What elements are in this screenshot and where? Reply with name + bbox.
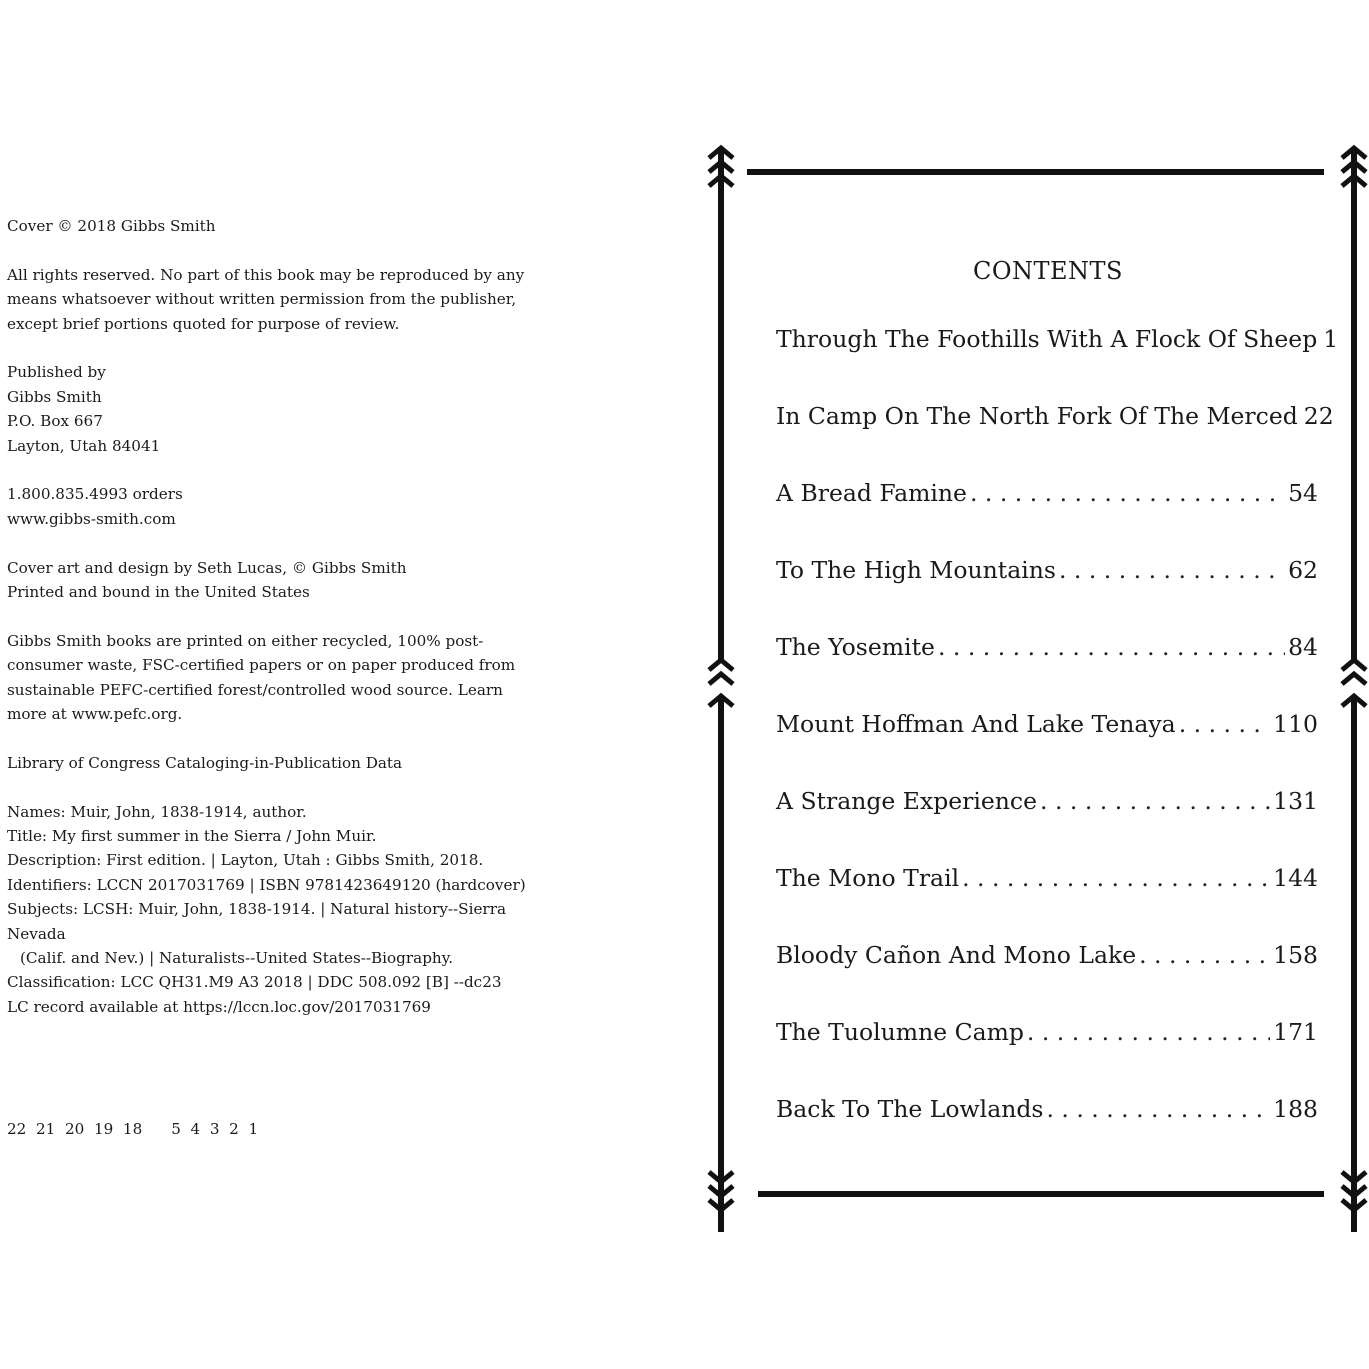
copyright-line: sustainable PEFC-certified forest/controlled wood source. Learn	[7, 680, 503, 699]
copyright-line: Published by	[7, 363, 106, 382]
copyright-line: Names: Muir, John, 1838-1914, author.	[7, 802, 307, 821]
toc-chapter-title: To The High Mountains	[776, 556, 1056, 584]
copyright-line: Title: My first summer in the Sierra / John Muir.	[7, 827, 377, 846]
copyright-line: LC record available at https://lccn.loc.gov/2017031769	[7, 997, 431, 1016]
toc-chapter-title: Through The Foothills With A Flock Of Sheep	[776, 325, 1318, 353]
copyright-page	[7, 214, 547, 1044]
toc-dot-leader	[962, 862, 1270, 894]
toc-page-number: 1	[1323, 325, 1339, 353]
toc-page-number: 171	[1273, 1018, 1318, 1046]
toc-chapter-title: Bloody Cañon And Mono Lake	[776, 941, 1137, 969]
toc-page-number: 158	[1273, 941, 1318, 969]
toc-entry	[776, 631, 1318, 663]
copyright-line: Gibbs Smith books are printed on either recycled, 100% post-	[7, 631, 484, 650]
toc-dot-leader	[938, 631, 1285, 663]
toc-dot-leader	[1139, 939, 1270, 971]
copyright-line: 1.800.835.4993 orders	[7, 485, 183, 504]
toc-dot-leader	[1040, 785, 1270, 817]
toc-entry	[776, 708, 1318, 740]
copyright-line: Cover © 2018 Gibbs Smith	[7, 217, 216, 235]
toc-page-number: 144	[1273, 864, 1318, 892]
toc-chapter-title: A Bread Famine	[776, 479, 967, 507]
toc-page-number: 22	[1303, 402, 1334, 430]
copyright-block	[7, 629, 547, 727]
arrow-border-icon	[700, 140, 1369, 1240]
toc-dot-leader	[1027, 1016, 1270, 1048]
printing-line: 22 21 20 19 18 5 4 3 2 1	[7, 1120, 259, 1138]
copyright-line: Gibbs Smith	[7, 387, 102, 406]
copyright-line: Nevada	[7, 924, 66, 943]
copyright-line: Printed and bound in the United States	[7, 583, 310, 602]
copyright-block	[7, 556, 547, 605]
toc-entry	[776, 554, 1318, 586]
toc-entry	[776, 477, 1318, 509]
copyright-line: means whatsoever without written permission from the publisher,	[7, 290, 517, 309]
toc-dot-leader	[1179, 708, 1270, 740]
toc-page-number: 84	[1288, 633, 1318, 661]
copyright-line: consumer waste, FSC-certified papers or on paper produced from	[7, 656, 516, 675]
toc-entry	[776, 862, 1318, 894]
copyright-line: Identifiers: LCCN 2017031769 | ISBN 9781423649120 (hardcover)	[7, 875, 526, 894]
toc-dot-leader	[970, 477, 1285, 509]
copyright-line: Cover art and design by Seth Lucas, © Gibbs Smith	[7, 558, 407, 577]
toc-chapter-title: The Tuolumne Camp	[776, 1018, 1024, 1046]
toc-page-number: 131	[1273, 787, 1318, 815]
toc-entry	[776, 323, 1339, 355]
toc-entry	[776, 1093, 1318, 1125]
toc-chapter-title: Back To The Lowlands	[776, 1095, 1044, 1123]
toc-page-number: 110	[1273, 710, 1318, 738]
toc-chapter-title: In Camp On The North Fork Of The Merced	[776, 402, 1298, 430]
copyright-block	[7, 360, 547, 458]
toc-page-number: 54	[1288, 479, 1318, 507]
toc-chapter-title: Mount Hoffman And Lake Tenaya	[776, 710, 1176, 738]
toc-page-number: 188	[1273, 1095, 1318, 1123]
copyright-line: more at www.pefc.org.	[7, 705, 183, 724]
copyright-line: Description: First edition. | Layton, Utah : Gibbs Smith, 2018.	[7, 851, 484, 870]
copyright-block	[7, 751, 547, 775]
toc-entry	[776, 785, 1318, 817]
copyright-line: P.O. Box 667	[7, 412, 103, 431]
copyright-block	[7, 214, 547, 238]
copyright-line: Layton, Utah 84041	[7, 436, 161, 455]
copyright-block	[7, 263, 547, 336]
toc-entry	[776, 400, 1334, 432]
toc-page-number: 62	[1288, 556, 1318, 584]
toc-chapter-title: The Yosemite	[776, 633, 935, 661]
toc-chapter-title: A Strange Experience	[776, 787, 1038, 815]
copyright-block	[7, 482, 547, 531]
contents-frame	[700, 140, 1369, 1240]
copyright-line: (Calif. and Nev.) | Naturalists--United States--Biography.	[20, 949, 454, 968]
copyright-line: Classification: LCC QH31.M9 A3 2018 | DDC 508.092 [B] --dc23	[7, 973, 502, 992]
copyright-line: Library of Congress Cataloging-in-Publication Data	[7, 753, 403, 772]
copyright-line: All rights reserved. No part of this book may be reproduced by any	[7, 265, 525, 284]
toc-chapter-title: The Mono Trail	[776, 864, 960, 892]
copyright-block	[7, 800, 547, 1020]
copyright-line: except brief portions quoted for purpose of review.	[7, 314, 400, 333]
toc-entry	[776, 1016, 1318, 1048]
toc-entry	[776, 939, 1318, 971]
toc-dot-leader	[1059, 554, 1285, 586]
toc-dot-leader	[1046, 1093, 1270, 1125]
copyright-line: www.gibbs-smith.com	[7, 509, 176, 528]
contents-title: CONTENTS	[972, 257, 1123, 285]
copyright-line: Subjects: LCSH: Muir, John, 1838-1914. | Natural history--Sierra	[7, 900, 507, 919]
